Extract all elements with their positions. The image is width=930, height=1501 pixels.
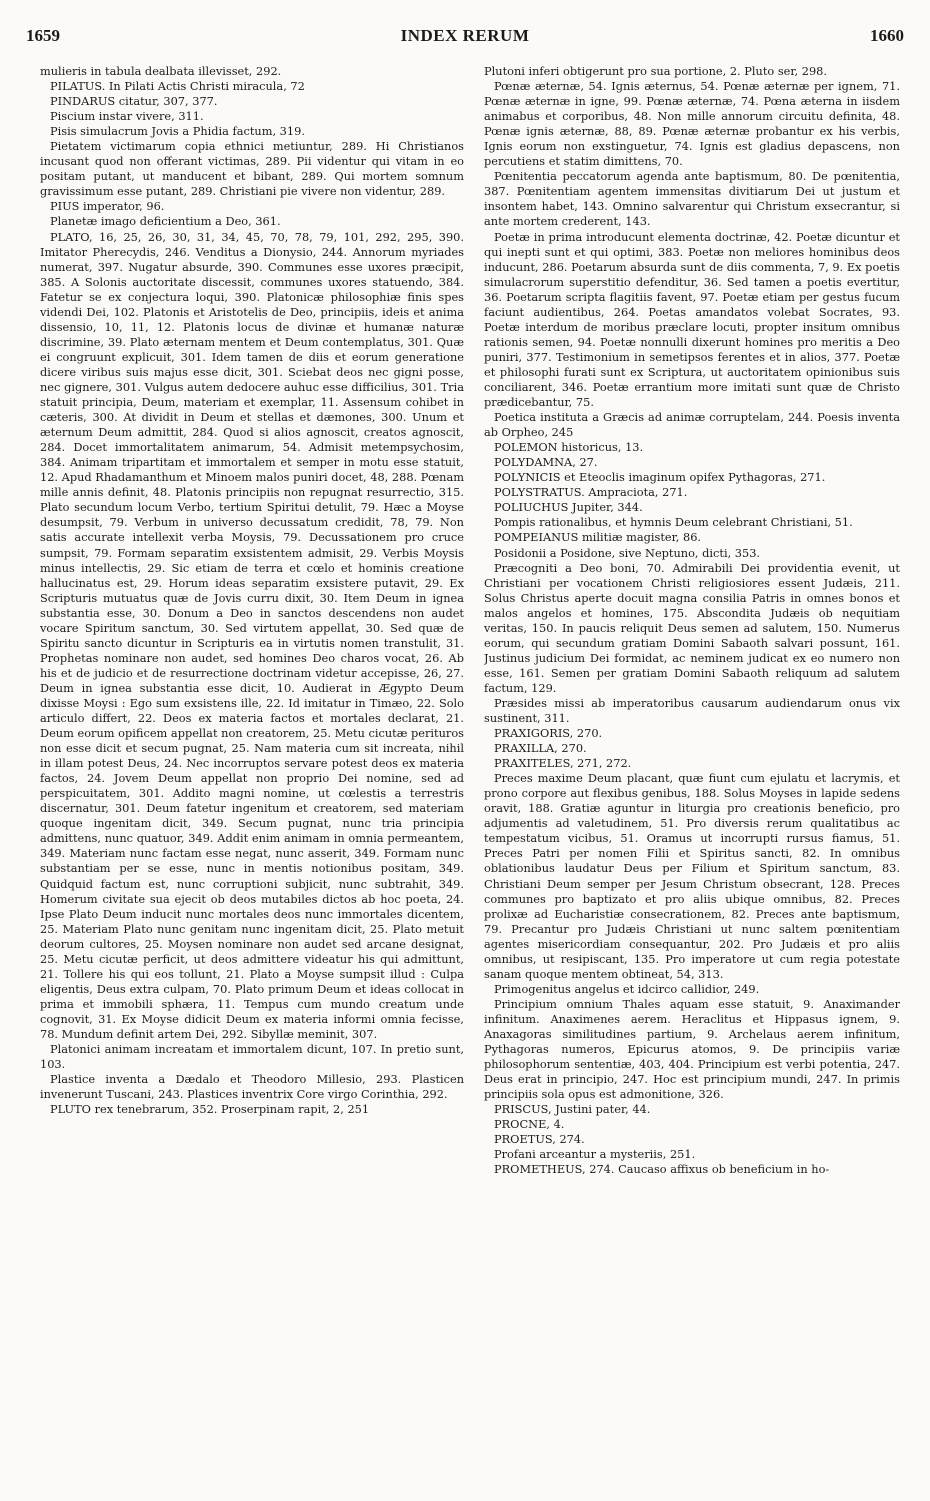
index-entry: Pompis rationalibus, et hymnis Deum celebrant Christiani, 51. xyxy=(494,515,853,530)
index-entry: Pisis simulacrum Jovis a Phidia factum, 319. xyxy=(50,124,305,139)
index-entry: Principium omnium Thales aquam esse statuit, 9. Anaximander infinitum. Anaximenes aerem. Heraclitus et Hippasus ignem, 9. Anaxagoras similitudines partium, 9. Archelaus aerem infinitum, Pythagoras numeros, Epicurus atomos, 9. De principiis variæ philosophorum sententiæ, 403, 404. Principium est verbi potentia, 247. Deus erat in principio, 247. Hoc est principium mundi, 247. In primis principiis sola opus est admonitione, 326. xyxy=(484,996,900,1102)
index-entry: POLYNICIS et Eteoclis imaginum opifex Pythagoras, 271. xyxy=(494,470,826,485)
index-entry: mulieris in tabula dealbata illevisset, 292. xyxy=(40,64,282,78)
index-entry: Plutoni inferi obtigerunt pro sua portione, 2. Pluto ser, 298. xyxy=(484,64,827,78)
index-entry: Præcogniti a Deo boni, 70. Admirabili Dei providentia evenit, ut Christiani per vocationem Christi religiosiores essent Judæis, 211. Solus Christus aperte docuit magna consilia Patris in omnes bonos et malos angelos et homines, 175. Abscondita Judæis ob nequitiam veritas, 150. In paucis reliquit Deus semen ad salutem, 150. Numerus eorum, qui secundum gratiam Domini Sabaoth salvari possunt, 161. Justinus judicium Dei formidat, ac neminem judicat ex eo numero non esse, 161. Semen per gratiam Domini Sabaoth reliquum ad salutem factum, 129. xyxy=(484,560,900,695)
index-entry: PRAXILLA, 270. xyxy=(494,741,587,756)
index-entry: POLIUCHUS Jupiter, 344. xyxy=(494,500,643,515)
index-entry: Poetæ in prima introducunt elementa doctrinæ, 42. Poetæ dicuntur et qui inepti sunt et qui optimi, 383. Poetæ non meliores hominibus deos inducunt, 286. Poetarum absurda sunt de diis commenta, 7, 9. Ex poetis simulacrorum superstitio defenditur, 36. Sed tamen a poetis evertitur, 36. Poetarum scripta flagitiis favent, 97. Poetæ etiam per gestus fucum faciunt audientibus, 264. Poetas amandatos volebat Socrates, 93. Poetæ interdum de moribus præclare locuti, propter insitum omnibus rationis semen, 94. Poetæ nonnulli dixerunt homines pro meritis a Deo puniri, 377. Testimonium in semetipsos ferentes et in alios, 377. Poetæ et philosophi furati sunt ex Scriptura, ut auctoritatem opinionibus suis conciliarent, 346. Poetæ errantium more imitati sunt quæ de Christo prædicebantur, 75. xyxy=(484,229,900,410)
index-entry: Planetæ imago deficientium a Deo, 361. xyxy=(50,214,281,229)
index-entry: PRISCUS, Justini pater, 44. xyxy=(494,1102,651,1117)
left-column xyxy=(40,64,464,1492)
index-entry: PROCNE, 4. xyxy=(494,1117,565,1132)
index-entry: POMPEIANUS militiæ magister, 86. xyxy=(494,530,702,545)
index-entry: Preces maxime Deum placant, quæ fiunt cum ejulatu et lacrymis, et prono corpore aut flexibus genibus, 188. Solus Moyses in lapide sedens oravit, 188. Gratiæ aguntur in liturgia pro creationis beneficio, pro adjumentis ad valetudinem, 51. Pro diversis rerum qualitatibus ac tempestatum vicibus, 51. Oramus ut incorrupti rursus fiamus, 51. Preces Patri per nomen Filii et Spiritus sancti, 82. In omnibus oblationibus laudatur Deus per Filium et Spiritum sanctum, 83. Christiani Deum semper per Jesum Christum obsecrant, 128. Preces communes pro baptizato et pro aliis ubique omnibus, 82. Preces prolixæ ad Eucharistiæ consecrationem, 82. Preces ante baptismum, 79. Precantur pro Judæis Christiani ut nunc saltem pœnitentiam agentes misericordiam consequantur, 202. Pro Judæis et pro aliis omnibus, ut resipiscant, 135. Pro imperatore ut cum regia potestate sanam quoque mentem obtineat, 54, 313. xyxy=(484,771,900,981)
index-entry: PIUS imperator, 96. xyxy=(50,199,165,214)
page-header xyxy=(26,26,904,50)
index-entry: PROETUS, 274. xyxy=(494,1132,585,1147)
index-entry: POLEMON historicus, 13. xyxy=(494,440,644,455)
right-column xyxy=(484,64,900,1492)
index-entry: Primogenitus angelus et idcirco callidior, 249. xyxy=(494,981,760,996)
index-entry: Præsides missi ab imperatoribus causarum audiendarum onus vix sustinent, 311. xyxy=(484,695,900,726)
index-entry: Plastice inventa a Dædalo et Theodoro Millesio, 293. Plasticen invenerunt Tuscani, 243. Plastices inventrix Core virgo Corinthia, 292. xyxy=(40,1072,464,1102)
index-entry: POLYDAMNA, 27. xyxy=(494,455,598,470)
index-entry: PRAXIGORIS, 270. xyxy=(494,726,603,741)
index-entry: Profani arceantur a mysteriis, 251. xyxy=(494,1147,696,1162)
index-entry: Pœnæ æternæ, 54. Ignis æternus, 54. Pœnæ æternæ per ignem, 71. Pœnæ æternæ in igne, 99. Pœnæ æternæ, 74. Pœna æterna in iisdem animabus et corporibus, 48. Non mille annorum circuitu definita, 48. Pœnæ ignis æternæ, 88, 89. Pœnæ æternæ probantur ex his verbis, Ignis eorum non exstinguetur, 74. Ignis est gladius depascens, non percutiens et statim dimittens, 70. xyxy=(484,79,900,169)
index-entry: Poetica instituta a Græcis ad animæ corruptelam, 244. Poesis inventa ab Orpheo, 245 xyxy=(484,410,900,440)
page-number-right: 1660 xyxy=(870,26,904,45)
index-entry: POLYSTRATUS. Ampraciota, 271. xyxy=(494,485,688,500)
index-entry: PROMETHEUS, 274. Caucaso affixus ob beneficium in ho- xyxy=(494,1162,830,1177)
index-entry: Posidonii a Posidone, sive Neptuno, dicti, 353. xyxy=(494,545,761,560)
index-entry: PINDARUS citatur, 307, 377. xyxy=(50,94,218,109)
index-entry: Piscium instar vivere, 311. xyxy=(50,109,204,124)
index-entry: Pœnitentia peccatorum agenda ante baptismum, 80. De pœnitentia, 387. Pœnitentiam agentem immensitas divitiarum Dei ut justum et insontem habet, 143. Omnino salvarentur qui Christum exsecrantur, si ante mortem crederent, 143. xyxy=(484,169,900,229)
index-entry: PRAXITELES, 271, 272. xyxy=(494,756,632,771)
index-entry: Platonici animam increatam et immortalem dicunt, 107. In pretio sunt, 103. xyxy=(40,1042,464,1072)
page-number-left: 1659 xyxy=(26,26,60,45)
index-entry: PLUTO rex tenebrarum, 352. Proserpinam rapit, 2, 251 xyxy=(50,1102,370,1117)
index-entry: Pietatem victimarum copia ethnici metiuntur, 289. Hi Christianos incusant quod non offerant victimas, 289. Pii videntur qui vitam in eo positam putant, ut manducent et bibant, 289. Qui mortem somnum gravissimum esse putant, 289. Christiani pie vivere non videntur, 289. xyxy=(40,139,464,199)
index-entry: PLATO, 16, 25, 26, 30, 31, 34, 45, 70, 78, 79, 101, 292, 295, 390. Imitator Pherecydis, 246. Venditus a Dionysio, 244. Annorum myriades numerat, 397. Nugatur absurde, 390. Communes esse uxores præcipit, 385. A Solonis auctoritate discessit, communes uxores statuendo, 384. Fatetur se ex conjectura loqui, 390. Platonicæ philosophiæ finis spes videndi Dei, 102. Platonis et Aristotelis de Deo, principiis, ideis et anima dissensio, 10, 11, 12. Platonis locus de divinæ et humanæ naturæ discrimine, 39. Plato æternam mentem et Deum contemplatus, 301. Quæ ei congruunt explicuit, 301. Idem tamen de diis et eorum generatione dicere viribus suis majus esse dicit, 301. Sciebat deos nec gigni posse, nec gignere, 301. Vulgus autem dedocere auhuc esse difficilius, 301. Tria statuit principia, Deum, materiam et exemplar, 11. Assensum cohibet in cæteris, 300. At dividit in Deum et stellas et dæmones, 300. Unum et æternum Deum admittit, 284. Quod si alios agnoscit, creatos agnoscit, 284. Docet immortalitatem animarum, 54. Admisit metempsychosim, 384. Animam tripartitam et immortalem et semper in motu esse statuit, 12. Apud Rhadamanthum et Minoem malos puniri docet, 48, 288. Pœnam mille annis definit, 48. Platonis principiis non repugnat resurrectio, 315. Plato secundum locum Verbo, tertium Spiritui detulit, 79. Hæc a Moyse desumpsit, 79. Verbum in universo decussatum credidit, 78, 79. Non satis accurate intellexit verba Moysis, 79. Decussationem pro cruce sumpsit, 79. Formam separatim exsistentem admisit, 29. Verbis Moysis minus intellectis, 29. Sic etiam de terra et cœlo et hominis creatione hallucinatus est, 29. Horum ideas separatim exsistere putavit, 29. Ex Scripturis mutuatus quæ de Jovis curru dixit, 30. Item Deum in ignea substantia esse, 30. Donum a Deo in sanctos descendens non audet vocare Spiritum sanctum, 30. Sed virtutem appellat, 30. Sed quæ de Spiritu sancto dicuntur in Scripturis ea in virtutis nomen transtulit, 31. Prophetas nominare non audet, sed homines Deo charos vocat, 26. Ab his et de judicio et de resurrectione doctrinam videtur accepisse, 26, 27. Deum in ignea substantia esse dicit, 10. Audierat in Ægypto Deum dixisse Moysi : Ego sum exsistens ille, 22. Id imitatur in Timæo, 22. Solo articulo differt, 22. Deos ex materia factos et mortales declarat, 21. Deum eorum opificem appellat non creatorem, 25. Metu cicutæ perituros non esse dicit et secum pugnat, 25. Nam materia cum sit increata, nihil in illam potest Deus, 24. Nec incorruptos servare potest deos ex materia factos, 24. Jovem Deum appellat non proprio Dei nomine, sed ad perspicuitatem, 301. Addito magni nomine, ut cœlestis a terrestris discernatur, 301. Deum fatetur ingenitum et creatorem, sed materiam quoque ingenitam dicit, 349. Secum pugnat, nunc tria principia admittens, nunc quatuor, 349. Addit enim animam in omnia permeantem, 349. Materiam nunc factam esse negat, nunc asserit, 349. Formam nunc substantiam per se esse, nunc in mentis notionibus positam, 349. Quidquid factum est, nunc corruptioni subjicit, nunc subtrahit, 349. Homerum civitate sua ejecit ob deos mutabiles dictos ab hoc poeta, 24. Ipse Plato Deum inducit nunc mortales deos nunc immortales dicentem, 25. Materiam Plato nunc genitam nunc ingenitam dicit, 25. Plato metuit deorum cultores, 25. Moysen nominare non audet sed arcane designat, 25. Metu cicutæ perficit, ut deos admittere videatur his qui admittunt, 21. Tollere his qui eos tollunt, 21. Plato a Moyse sumpsit illud : Culpa eligentis, Deus extra culpam, 70. Plato primum Deum et ideas collocat in prima et immobili sphæra, 11. Tempus cum mundo creatum unde cognovit, 31. Ex Moyse didicit Deum ex materia informi omnia fecisse, 78. Mundum definit artem Dei, 292. Sibyllæ meminit, 307. xyxy=(40,229,464,1041)
index-entry: PILATUS. In Pilati Actis Christi miracula, 72 xyxy=(50,79,305,94)
page-title: INDEX RERUM xyxy=(400,26,530,45)
